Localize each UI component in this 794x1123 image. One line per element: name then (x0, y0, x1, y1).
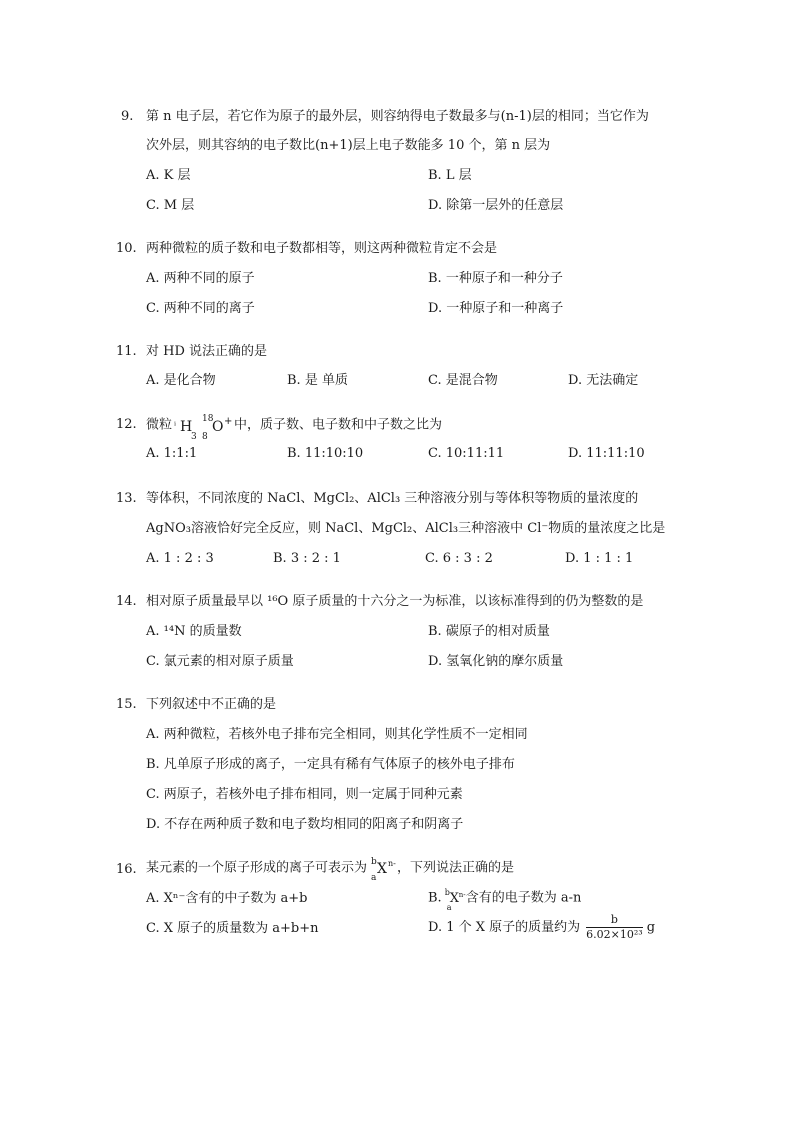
question-9-option-a: A. K 层 (146, 168, 191, 183)
question-14-stem: 相对原子质量最早以 ¹⁶O 原子质量的十六分之一为标准，以该标准得到的仍为整数的是 (146, 594, 644, 609)
question-15-option-b: B. 凡单原子形成的离子，一定具有稀有气体原子的核外电子排布 (146, 757, 515, 772)
question-11-option-d: D. 无法确定 (568, 373, 639, 388)
question-11-option-a: A. 是化合物 (146, 373, 216, 388)
fraction-unit: g (646, 920, 656, 935)
question-10-option-d: D. 一种原子和一种离子 (428, 301, 564, 316)
question-12-stem-prefix: 微粒 (146, 417, 173, 433)
question-16-stem-suffix: ，下列说法正确的是 (397, 860, 515, 876)
question-10-stem: 两种微粒的质子数和电子数都相等，则这两种微粒肯定不会是 (146, 241, 498, 256)
question-14-option-d: D. 氢氧化钠的摩尔质量 (428, 654, 564, 669)
question-16-option-b-text: 含有的电子数为 a-n (465, 890, 582, 906)
question-12-option-c: C. 10:11:11 (428, 446, 505, 461)
question-9-option-b: B. L 层 (428, 168, 472, 183)
ion-nuclide-small: b a X n- (444, 888, 466, 912)
question-16-option-d-text: D. 1 个 X 原子的质量约为 (428, 920, 581, 935)
question-16-option-b-label: B. (428, 890, 442, 906)
question-9-stem-line-1: 第 n 电子层，若它作为原子的最外层，则容纳得电子数最多与(n-1)层的相同；当它作为 (146, 109, 649, 124)
question-16-number: 16. (116, 862, 137, 877)
question-13-option-d: D. 1 : 1 : 1 (565, 551, 634, 566)
question-13-option-c: C. 6 : 3 : 2 (425, 551, 493, 566)
question-16-option-a: A. Xⁿ⁻含有的中子数为 a+b (146, 891, 308, 906)
question-10-number: 10. (116, 241, 137, 256)
question-9-number: 9. (121, 109, 134, 124)
question-10-option-c: C. 两种不同的离子 (146, 301, 255, 316)
question-12-option-d: D. 11:11:10 (568, 446, 645, 461)
hydronium-nuclide: ⁱ H 3 18 8 O + (174, 414, 233, 442)
question-12-stem-suffix: 中，质子数、电子数和中子数之比为 (234, 417, 443, 433)
question-9-stem-line-2: 次外层，则其容纳的电子数比(n+1)层上电子数能多 10 个，第 n 层为 (146, 138, 551, 153)
question-10-option-a: A. 两种不同的原子 (146, 271, 255, 286)
question-13-stem-line-1: 等体积，不同浓度的 NaCl、MgCl₂、AlCl₃ 三种溶液分别与等体积等物质的量浓度的 (146, 491, 639, 506)
ion-nuclide: b a X n- (371, 857, 396, 883)
question-16-option-b (428, 886, 581, 910)
question-15-stem: 下列叙述中不正确的是 (146, 697, 277, 712)
question-14-number: 14. (116, 594, 137, 609)
question-13-stem-line-2: AgNO₃溶液恰好完全反应，则 NaCl、MgCl₂、AlCl₃三种溶液中 Cl⁻物质的量浓度之比是 (146, 521, 666, 536)
question-11-option-b: B. 是 单质 (287, 373, 348, 388)
question-16-option-c: C. X 原子的质量数为 a+b+n (146, 921, 319, 936)
question-15-option-d: D. 不存在两种质子数和电子数均相同的阳离子和阴离子 (146, 817, 464, 832)
question-11-option-c: C. 是混合物 (428, 373, 498, 388)
question-15-number: 15. (116, 697, 137, 712)
question-15-option-c: C. 两原子，若核外电子排布相同，则一定属于同种元素 (146, 787, 463, 802)
question-16-option-d (428, 910, 655, 946)
question-9-option-c: C. M 层 (146, 198, 195, 213)
question-14-option-a: A. ¹⁴N 的质量数 (146, 624, 242, 639)
question-12-number: 12. (116, 417, 137, 432)
question-12-option-b: B. 11:10:10 (287, 446, 364, 461)
question-15-option-a: A. 两种微粒，若核外电子排布完全相同，则其化学性质不一定相同 (146, 727, 528, 742)
question-14-option-b: B. 碳原子的相对质量 (428, 624, 550, 639)
question-12-option-a: A. 1:1:1 (146, 446, 198, 461)
question-14-option-c: C. 氯元素的相对原子质量 (146, 654, 294, 669)
question-13-option-b: B. 3 : 2 : 1 (273, 551, 341, 566)
question-13-number: 13. (116, 491, 137, 506)
question-16-stem-prefix: 某元素的一个原子形成的离子可表示为 (146, 860, 368, 876)
question-13-option-a: A. 1 : 2 : 3 (146, 551, 214, 566)
question-9-option-d: D. 除第一层外的任意层 (428, 198, 564, 213)
fraction-numerator: b (586, 913, 643, 928)
question-10-option-b: B. 一种原子和一种分子 (428, 271, 563, 286)
fraction-denominator: 6.02×10²³ (586, 928, 643, 941)
question-16-stem (146, 855, 514, 881)
question-11-stem: 对 HD 说法正确的是 (146, 344, 268, 359)
question-12-stem (146, 412, 443, 442)
question-11-number: 11. (116, 344, 137, 359)
mass-fraction (586, 913, 643, 942)
